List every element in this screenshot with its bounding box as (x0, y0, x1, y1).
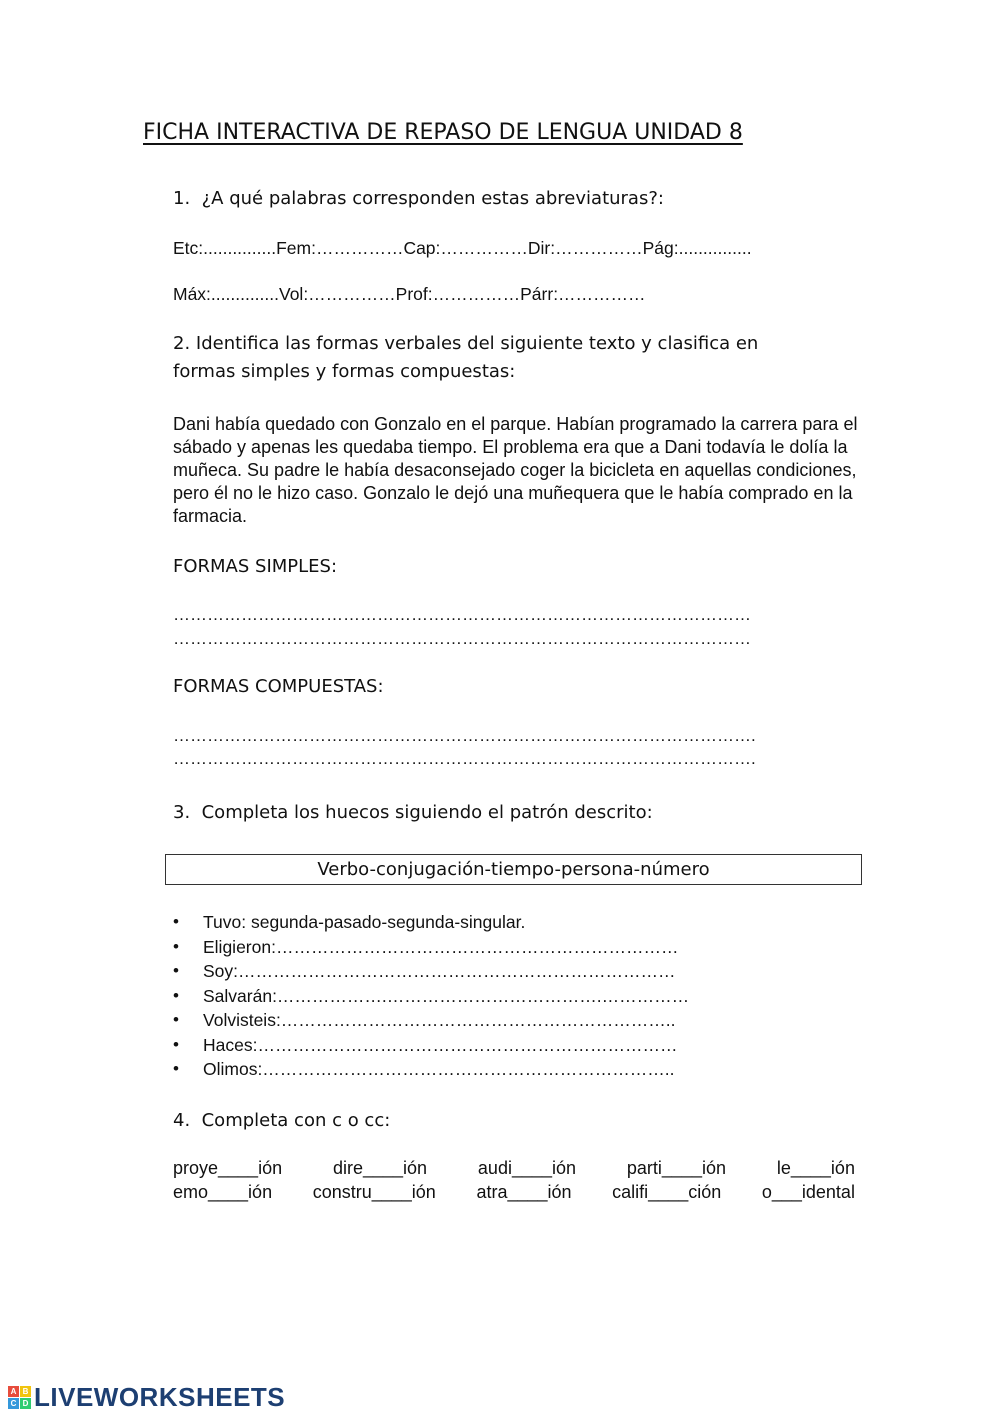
q2-heading-line-1: 2. Identifica las formas verbales del siguiente texto y clasifica en (173, 333, 759, 354)
formas-compuestas-answer-line-1[interactable]: …………………………………………………………………………………………. (173, 726, 756, 745)
logo-grid-icon (8, 1386, 31, 1409)
q2-heading-line-2: formas simples y formas compuestas: (173, 361, 516, 382)
q3-heading: 3. Completa los huecos siguiendo el patrón descrito: (173, 802, 653, 823)
verb-item-eligieron[interactable]: • Eligieron:…………………………………………………………… (173, 937, 689, 962)
q1-heading: 1. ¿A qué palabras corresponden estas abreviaturas?: (173, 188, 664, 209)
verb-item-haces[interactable]: • Haces:……………………………………………………………… (173, 1035, 689, 1060)
logo-tile: C (8, 1398, 19, 1409)
fill-word[interactable]: le____ión (776, 1158, 855, 1178)
fill-word[interactable]: emo____ión (173, 1182, 273, 1202)
pattern-box (165, 854, 862, 885)
formas-simples-answer-line-1[interactable]: ………………………………………………………………………………………… (173, 605, 751, 624)
fill-row-2 (173, 1182, 855, 1203)
fill-word[interactable]: constru____ión (312, 1182, 436, 1202)
formas-compuestas-label: FORMAS COMPUESTAS: (173, 676, 384, 697)
logo-tile: B (20, 1386, 31, 1397)
fill-word[interactable]: dire____ión (332, 1158, 428, 1178)
verb-item-volvisteis[interactable]: • Volvisteis:………………………………………………………….. (173, 1010, 689, 1035)
formas-compuestas-answer-line-2[interactable]: …………………………………………………………………………………………. (173, 749, 756, 768)
formas-simples-answer-line-2[interactable]: ………………………………………………………………………………………… (173, 629, 751, 648)
fill-word[interactable]: parti____ión (626, 1158, 726, 1178)
q4-heading: 4. Completa con c o cc: (173, 1110, 391, 1131)
verb-list (173, 912, 689, 1084)
formas-simples-label: FORMAS SIMPLES: (173, 556, 338, 577)
q2-paragraph: Dani había quedado con Gonzalo en el parque. Habían programado la carrera para el sábado y apenas les quedaba tiempo. El problema era que a Dani todavía le dolía la muñeca. Su padre le había desaconsejado coger la bicicleta en aquellas condiciones, pero él no le hizo caso. Gonzalo le dejó una muñequera que le había comprado en la farmacia. (173, 414, 858, 526)
q1-abbrev-row-1[interactable]: Etc:...............Fem:……………Cap:……………Dir:……………Pág:............... (173, 238, 752, 258)
logo-text: LIVEWORKSHEETS (34, 1382, 286, 1412)
fill-word[interactable]: o___idental (761, 1182, 855, 1202)
fill-word[interactable]: atra____ión (476, 1182, 572, 1202)
pattern-text: Verbo-conjugación-tiempo-persona-número (317, 859, 710, 880)
fill-row-1 (173, 1158, 855, 1179)
verb-item-salvaran[interactable]: • Salvarán:……………….……………………………….…………… (173, 986, 689, 1011)
logo-tile: D (20, 1398, 31, 1409)
fill-word[interactable]: audi____ión (477, 1158, 577, 1178)
logo-tile: A (8, 1386, 19, 1397)
fill-word[interactable]: proye____ión (173, 1158, 283, 1178)
fill-word[interactable]: califi____ción (612, 1182, 722, 1202)
verb-item-soy[interactable]: • Soy:………………………………………………………………… (173, 961, 689, 986)
page-title: FICHA INTERACTIVA DE REPASO DE LENGUA UNIDAD 8 (143, 120, 743, 145)
liveworksheets-logo (8, 1382, 285, 1413)
verb-item-tuvo: • Tuvo: segunda-pasado-segunda-singular. (173, 912, 689, 937)
q1-abbrev-row-2[interactable]: Máx:..............Vol:……………Prof:……………Párr:…………… (173, 284, 646, 304)
verb-item-olimos[interactable]: • Olimos:…………………………………………………………….. (173, 1059, 689, 1084)
